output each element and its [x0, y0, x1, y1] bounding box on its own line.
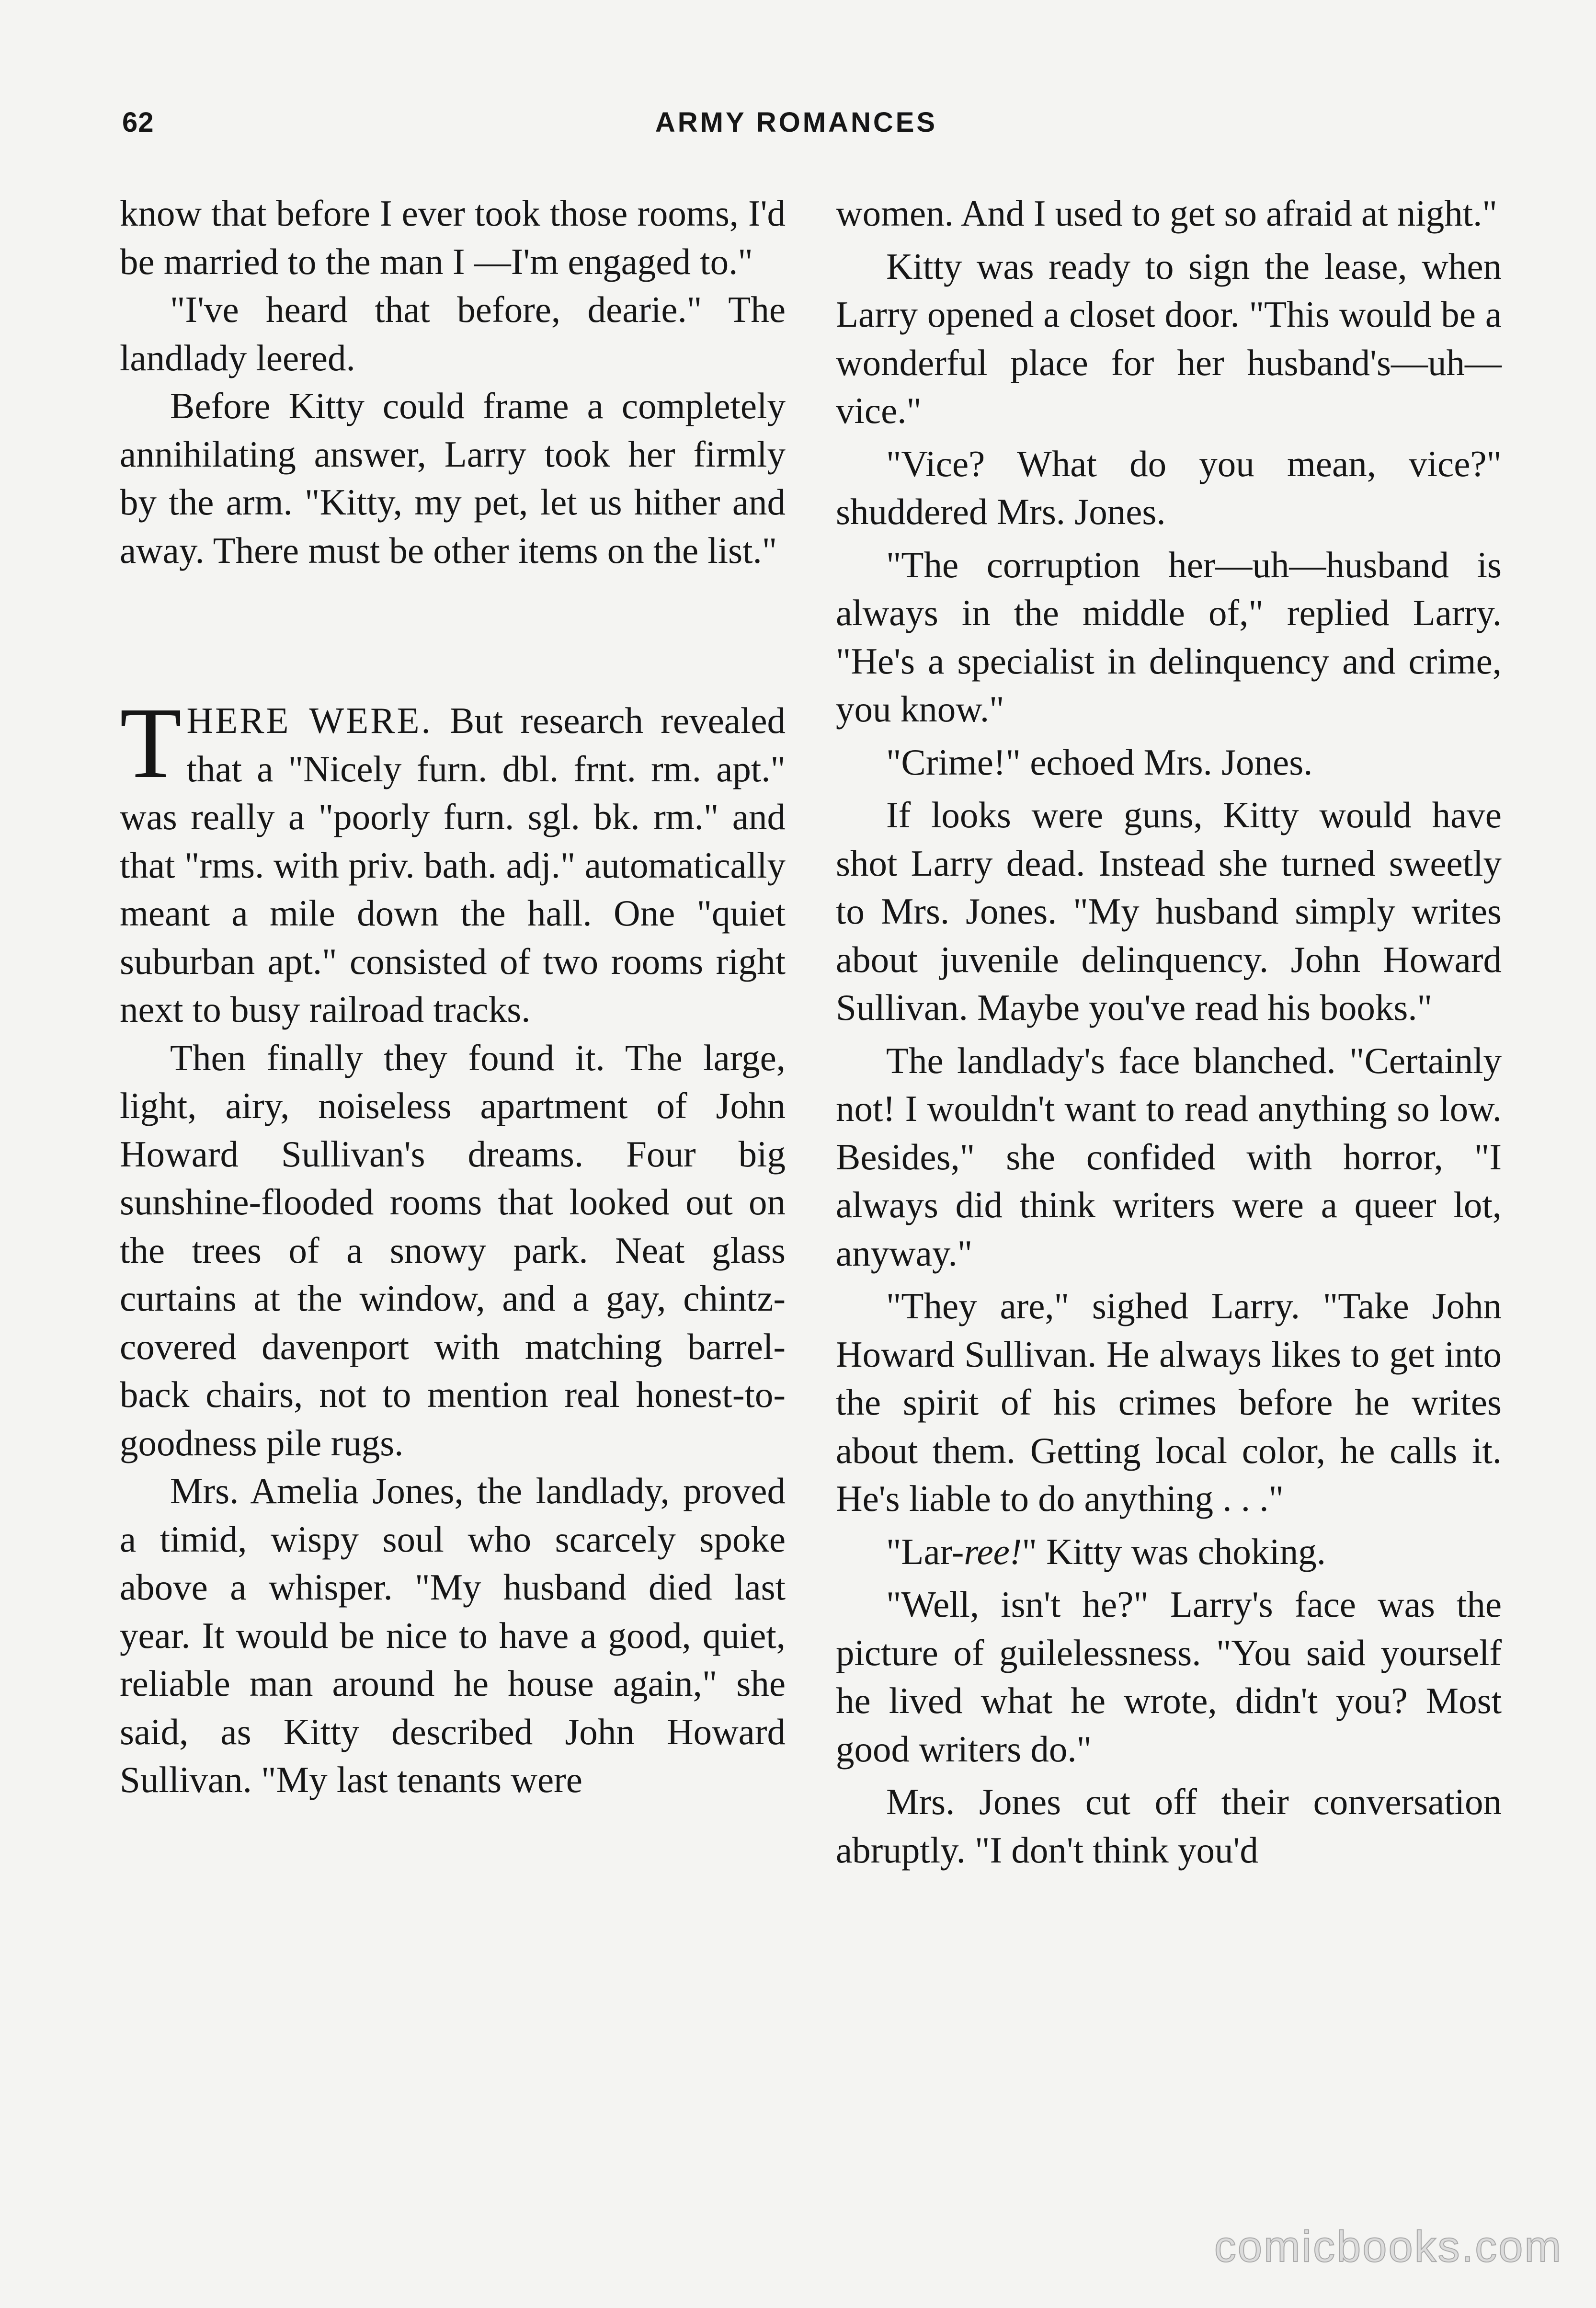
paragraph: women. And I used to get so afraid at night." — [836, 193, 1497, 234]
paragraph: "Crime!" echoed Mrs. Jones. — [886, 741, 1313, 783]
paragraph: "I've heard that before, dearie." The landlady leered. — [120, 289, 786, 378]
drop-cap: T — [120, 686, 182, 799]
running-head: ARMY ROMANCES — [655, 107, 938, 138]
paragraph: "The corruption her—uh—husband is always in the middle of," replied Larry. "He's a specialist in delinquency and crime, you know." — [836, 544, 1502, 730]
paragraph: "Vice? What do you mean, vice?" shuddered Mrs. Jones. — [836, 443, 1502, 532]
quote-open: "Lar- — [886, 1531, 964, 1572]
paragraph: Mrs. Amelia Jones, the landlady, proved a timid, wispy soul who scarcely spoke above a whisper. "My husband died last year. It would be nice to have a good, quiet, reliable man around he house again," she said, as Kitty described John Howard Sullivan. "My last tenants were — [120, 1470, 786, 1800]
section-break — [120, 574, 786, 697]
left-column — [120, 189, 786, 1804]
italic-word: ree! — [964, 1531, 1022, 1572]
page-number: 62 — [122, 107, 154, 138]
paragraph: If looks were guns, Kitty would have shot Larry dead. Instead she turned sweetly to Mrs. Jones. "My husband simply writes about juvenile delinquency. John Howard Sullivan. Maybe you've read his books." — [836, 794, 1502, 1028]
page-header — [122, 106, 1471, 145]
paragraph-text: But research revealed that a "Nicely furn. dbl. frnt. rm. apt." was really a "poorly furn. sgl. bk. rm." and that "rms. with priv. bath. adj." automatically meant a mile down the hall. One "quiet suburban apt." consisted of two rooms right next to busy railroad tracks. — [120, 700, 786, 1030]
paragraph: Then finally they found it. The large, light, airy, noiseless apartment of John Howard Sullivan's dreams. Four big sunshine-flooded rooms that looked out on the trees of a snowy park. Neat glass curtains at the window, and a gay, chintz-covered davenport with matching barrel-back chairs, not to mention real honest-to-goodness pile rugs. — [120, 1037, 786, 1463]
paragraph: "Well, isn't he?" Larry's face was the picture of guilelessness. "You said yourself he lived what he wrote, didn't you? Most good writers do." — [836, 1584, 1502, 1770]
section-lead-paragraph — [120, 686, 786, 1034]
paragraph: "They are," sighed Larry. "Take John Howard Sullivan. He always likes to get into the spirit of his crimes before he writes about them. Getting local color, he calls it. He's liable to do anything . . ." — [836, 1285, 1502, 1519]
paragraph: Kitty was ready to sign the lease, when Larry opened a closet door. "This would be a wonderful place for her husband's—uh—vice." — [836, 245, 1502, 431]
lead-in-caps: HERE WERE. — [186, 700, 433, 741]
paragraph-text: " Kitty was choking. — [1022, 1531, 1326, 1572]
watermark: comicbooks.com — [1214, 2222, 1562, 2271]
paragraph: The landlady's face blanched. "Certainly not! I wouldn't want to read anything so low. Besides," she confided with horror, "I always did think writers were a queer lot, anyway." — [836, 1040, 1502, 1274]
paragraph: Mrs. Jones cut off their conversation abruptly. "I don't think you'd — [836, 1781, 1502, 1871]
paragraph: know that before I ever took those rooms, I'd be married to the man I —I'm engaged to." — [120, 193, 786, 282]
paragraph — [836, 1528, 1502, 1576]
paragraph: Before Kitty could frame a completely annihilating answer, Larry took her firmly by the arm. "Kitty, my pet, let us hither and away. There must be other items on the list." — [120, 385, 786, 571]
right-column — [836, 189, 1502, 1874]
